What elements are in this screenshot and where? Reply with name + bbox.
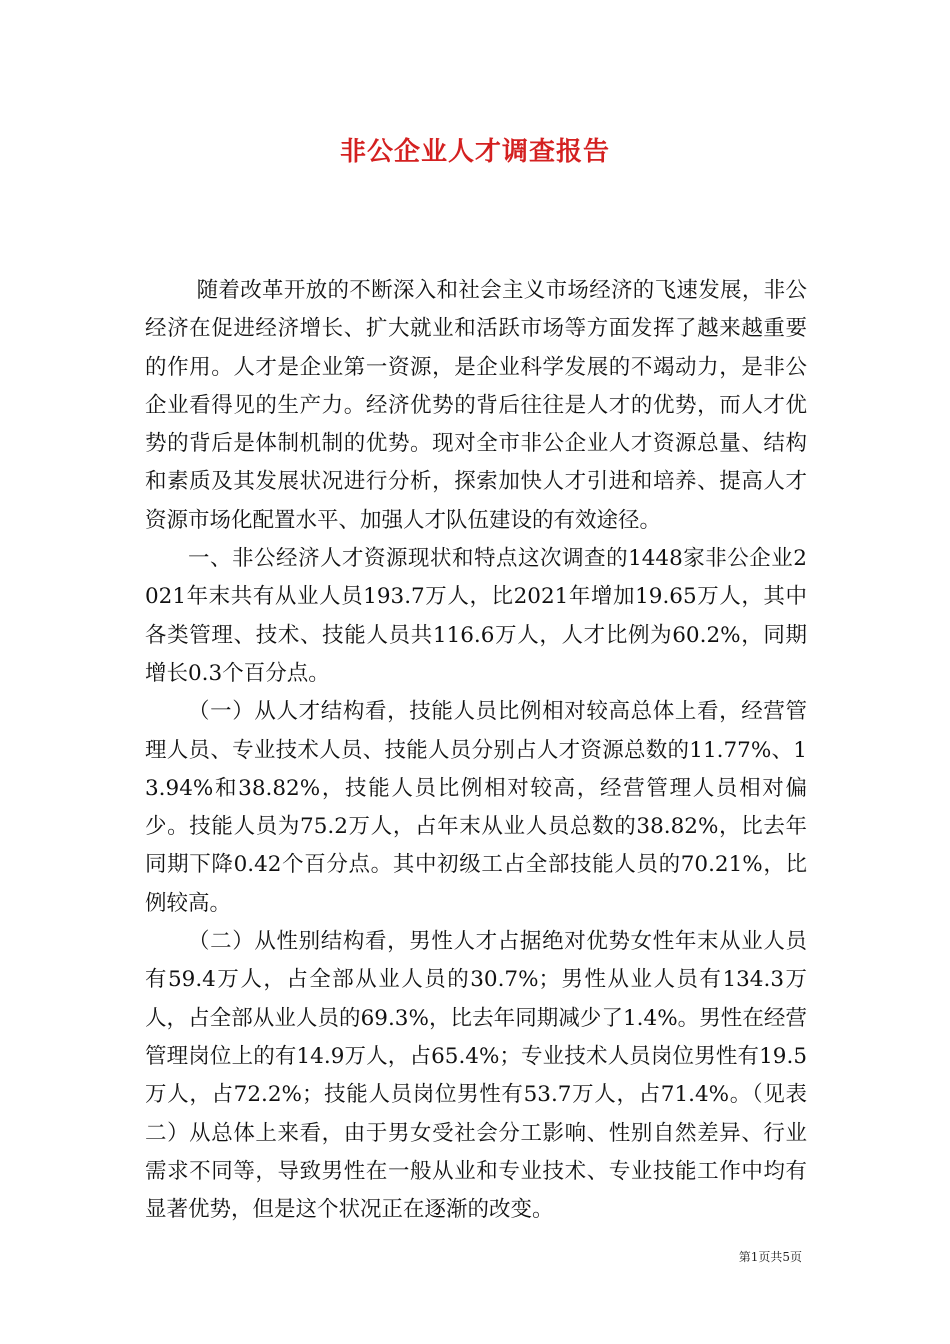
page-number: 第1页共5页 bbox=[738, 1250, 802, 1264]
document-title: 非公企业人才调查报告 bbox=[339, 137, 610, 167]
document-body bbox=[145, 272, 807, 1229]
gender-structure-paragraph: （二）从性别结构看，男性人才占据绝对优势女性年末从业人员有59.4万人，占全部从业人员的30.7%；男性从业人员有134.3万人，占全部从业人员的69.3%，比去年同期减少了1.4%。男性在经营管理岗位上的有14.9万人，占65.4%；专业技术人员岗位男性有19.5万人，占72.2%；技能人员岗位男性有53.7万人，占71.4%。（见表二）从总体上来看，由于男女受社会分工影响、性别自然差异、行业需求不同等，导致男性在一般从业和专业技术、专业技能工作中均有显著优势，但是这个状况正在逐渐的改变。 bbox=[145, 929, 807, 1223]
section-one-paragraph: 一、非公经济人才资源现状和特点这次调查的1448家非公企业2021年末共有从业人员193.7万人，比2021年增加19.65万人，其中各类管理、技术、技能人员共116.6万人，人才比例为60.2%，同期增长0.3个百分点。 bbox=[145, 546, 807, 686]
intro-paragraph: 随着改革开放的不断深入和社会主义市场经济的飞速发展，非公经济在促进经济增长、扩大就业和活跃市场等方面发挥了越来越重要的作用。人才是企业第一资源，是企业科学发展的不竭动力，是非公企业看得见的生产力。经济优势的背后往往是人才的优势，而人才优势的背后是体制机制的优势。现对全市非公企业人才资源总量、结构和素质及其发展状况进行分析，探索加快人才引进和培养、提高人才资源市场化配置水平、加强人才队伍建设的有效途径。 bbox=[145, 278, 807, 533]
talent-structure-paragraph: （一）从人才结构看，技能人员比例相对较高总体上看，经营管理人员、专业技术人员、技能人员分别占人才资源总数的11.77%、13.94%和38.82%，技能人员比例相对较高，经营管理人员相对偏少。技能人员为75.2万人，占年末从业人员总数的38.82%，比去年同期下降0.42个百分点。其中初级工占全部技能人员的70.21%，比例较高。 bbox=[145, 699, 807, 916]
